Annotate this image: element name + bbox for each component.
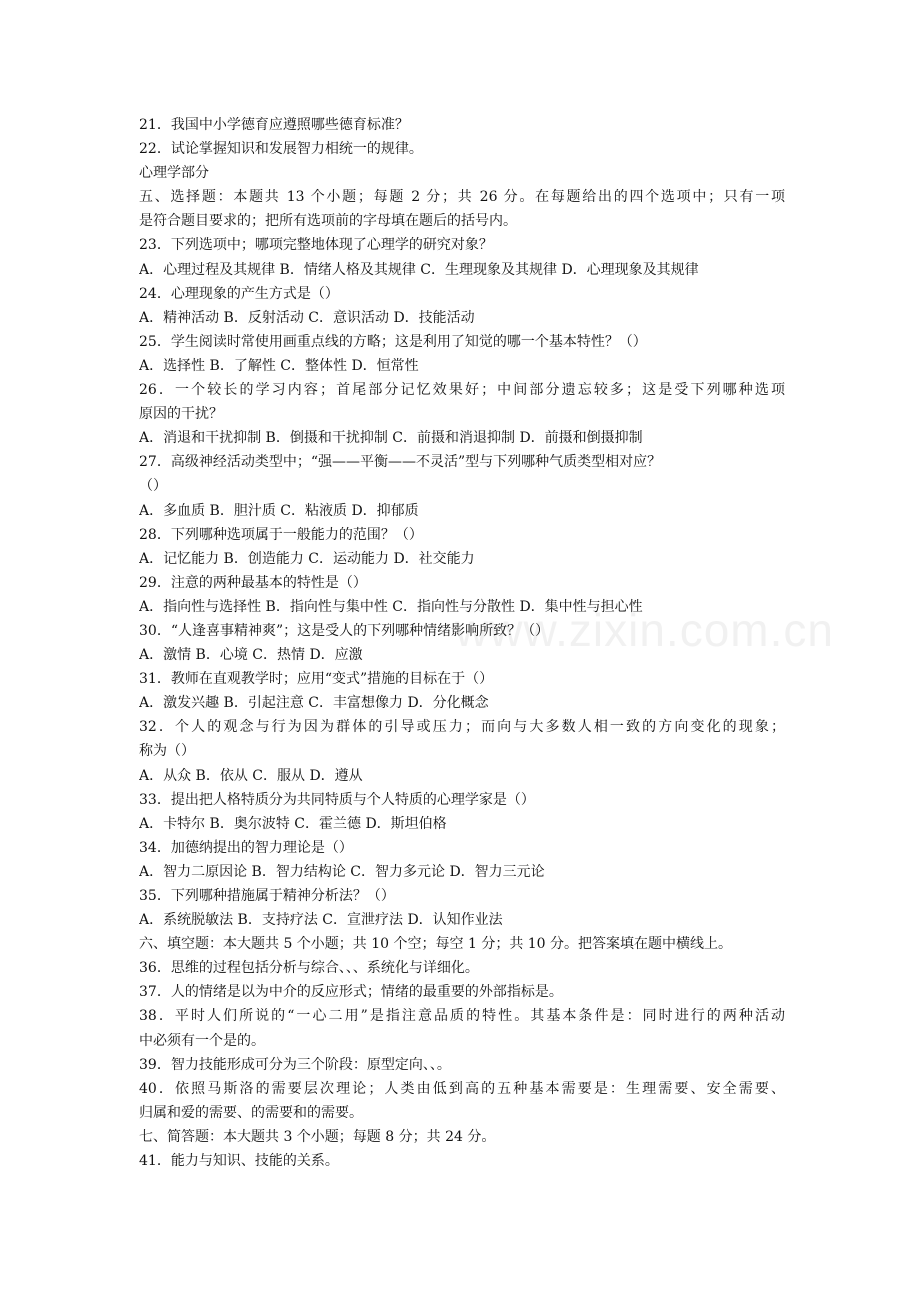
question-31: 31．教师在直观教学时；应用“变式”措施的目标在于（） xyxy=(139,671,494,688)
question-33: 33．提出把人格特质分为共同特质与个人特质的心理学家是（） xyxy=(139,791,535,808)
question-30: 30．“人逢喜事精神爽”；这是受人的下列哪种情绪影响所致？（） xyxy=(139,622,550,639)
question-35: 35．下列哪种措施属于精神分析法？（） xyxy=(139,888,395,904)
question-24: 24．心理现象的产生方式是（） xyxy=(139,285,339,302)
question-26: 26．一个较长的学习内容；首尾部分记忆效果好；中间部分遗忘较多；这是受下列哪种选项 xyxy=(139,382,785,399)
question-28-options: A．记忆能力 B．创造能力 C．运动能力 D．社交能力 xyxy=(139,550,475,567)
section-five-instructions-cont: 是符合题目要求的；把所有选项前的字母填在题后的括号内。 xyxy=(139,213,517,230)
section-five-instructions: 五、选择题：本题共 13 个小题；每题 2 分；共 26 分。在每题给出的四个选项中；只有一项 xyxy=(139,189,785,206)
question-23: 23．下列选项中；哪项完整地体现了心理学的研究对象？ xyxy=(139,237,493,254)
question-32-cont: 称为（） xyxy=(139,743,195,760)
question-27-cont: （） xyxy=(139,478,167,495)
question-40-cont: 归属和爱的需要、的需要和的需要。 xyxy=(139,1104,363,1121)
question-24-options: A．精神活动 B．反射活动 C．意识活动 D．技能活动 xyxy=(139,309,475,326)
section-six-instructions: 六、填空题：本大题共 5 个小题；共 10 个空；每空 1 分；共 10 分。把答案填在题中横线上。 xyxy=(139,936,733,953)
question-23-options: A．心理过程及其规律 B．情绪人格及其规律 C．生理现象及其规律 D．心理现象及其规律 xyxy=(139,261,699,278)
question-38: 38．平时人们所说的“一心二用”是指注意品质的特性。其基本条件是：同时进行的两种活动 xyxy=(139,1008,785,1025)
question-32-options: A．从众 B．依从 C．服从 D．遵从 xyxy=(139,767,363,784)
question-41: 41．能力与知识、技能的关系。 xyxy=(139,1153,339,1170)
question-26-options: A．消退和干扰抑制 B．倒摄和干扰抑制 C．前摄和消退抑制 D．前摄和倒摄抑制 xyxy=(139,430,643,447)
question-35-options: A．系统脱敏法 B．支持疗法 C．宣泄疗法 D．认知作业法 xyxy=(139,912,503,929)
question-32: 32．个人的观念与行为因为群体的引导或压力；而向与大多数人相一致的方向变化的现象； xyxy=(139,719,785,736)
question-37: 37．人的情绪是以为中介的反应形式；情绪的最重要的外部指标是。 xyxy=(139,984,563,1001)
question-36: 36．思维的过程包括分析与综合、、、系统化与详细化。 xyxy=(139,960,479,977)
question-21: 21．我国中小学德育应遵照哪些德育标准？ xyxy=(139,117,409,133)
question-27: 27．高级神经活动类型中；“强——平衡——不灵活”型与下列哪种气质类型相对应？ xyxy=(139,454,662,471)
question-26-cont: 原因的干扰？ xyxy=(139,406,223,423)
question-25-options: A．选择性 B．了解性 C．整体性 D．恒常性 xyxy=(139,357,419,374)
section-heading-psychology: 心理学部分 xyxy=(139,165,209,182)
watermark: www.zixin.com.cn xyxy=(455,604,834,656)
question-29: 29．注意的两种最基本的特性是（） xyxy=(139,574,367,591)
question-34: 34．加德纳提出的智力理论是（） xyxy=(139,839,353,856)
question-31-options: A．激发兴趣 B．引起注意 C．丰富想像力 D．分化概念 xyxy=(139,695,489,712)
question-33-options: A．卡特尔 B．奥尔波特 C．霍兰德 D．斯坦伯格 xyxy=(139,815,447,832)
question-29-options: A．指向性与选择性 B．指向性与集中性 C．指向性与分散性 D．集中性与担心性 xyxy=(139,598,643,615)
question-22: 22．试论掌握知识和发展智力相统一的规律。 xyxy=(139,141,423,158)
question-40: 40．依照马斯洛的需要层次理论；人类由低到高的五种基本需要是：生理需要、安全需要、 xyxy=(139,1080,785,1097)
document-body xyxy=(139,113,785,1173)
question-30-options: A．激情 B．心境 C．热情 D．应激 xyxy=(139,647,363,664)
question-28: 28．下列哪种选项属于一般能力的范围？（） xyxy=(139,526,423,543)
question-25: 25．学生阅读时常使用画重点线的方略；这是利用了知觉的哪一个基本特性？（） xyxy=(139,333,647,350)
section-seven-instructions: 七、简答题：本大题共 3 个小题；每题 8 分；共 24 分。 xyxy=(139,1128,496,1145)
question-27-options: A．多血质 B．胆汁质 C．粘液质 D．抑郁质 xyxy=(139,502,419,519)
question-34-options: A．智力二原因论 B．智力结构论 C．智力多元论 D．智力三元论 xyxy=(139,863,545,880)
question-38-cont: 中必须有一个是的。 xyxy=(139,1032,265,1049)
question-39: 39．智力技能形成可分为三个阶段：原型定向、、。 xyxy=(139,1056,451,1073)
